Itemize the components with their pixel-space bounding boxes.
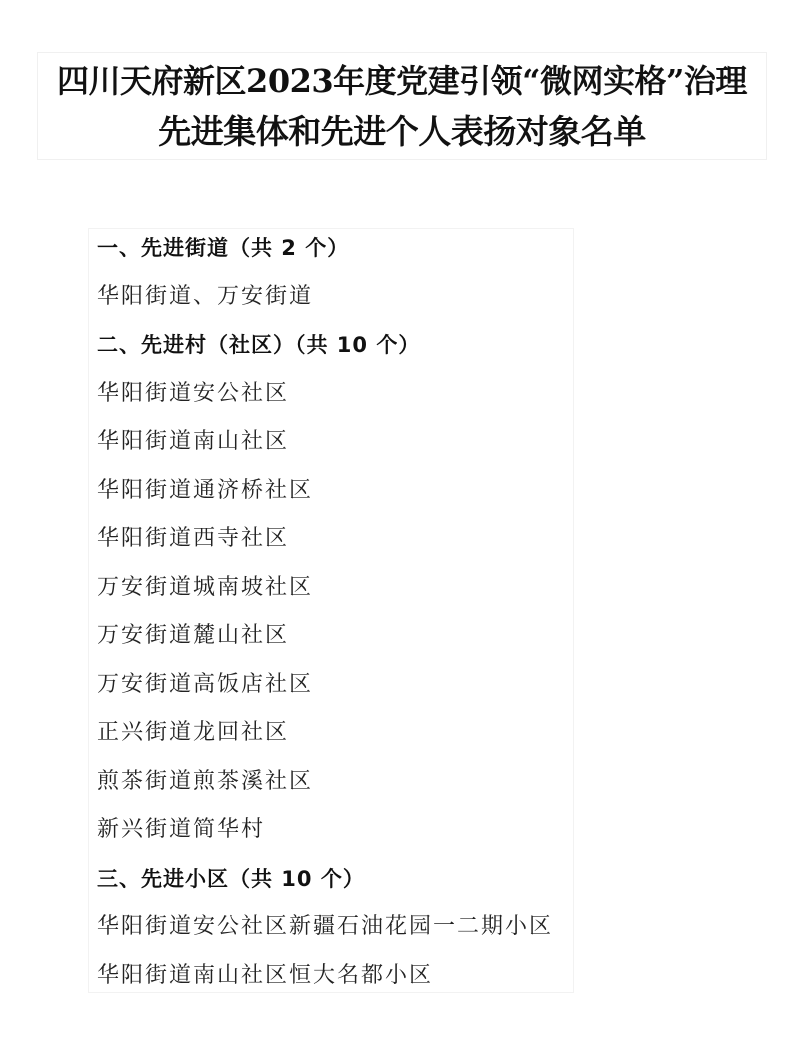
- list-item: 煎茶街道煎茶溪社区: [97, 769, 314, 794]
- list-item: 华阳街道通济桥社区: [97, 478, 314, 503]
- list-item: 万安街道麓山社区: [97, 623, 290, 648]
- list-content: [88, 228, 574, 993]
- list-item: 华阳街道安公社区新疆石油花园一二期小区: [97, 914, 554, 939]
- list-item: 华阳街道南山社区恒大名都小区: [97, 963, 434, 988]
- list-item: 正兴街道龙回社区: [97, 720, 290, 745]
- section-heading-1: 一、先进街道（共 2 个）: [97, 236, 350, 260]
- title-line-1: 四川天府新区2023年度党建引领“微网实格”治理: [57, 62, 747, 100]
- section-heading-3: 三、先进小区（共 10 个）: [97, 867, 365, 891]
- list-item: 华阳街道、万安街道: [97, 284, 314, 309]
- list-item: 华阳街道南山社区: [97, 429, 290, 454]
- list-item: 万安街道高饭店社区: [97, 672, 314, 697]
- document-title: [37, 52, 767, 160]
- list-item: 华阳街道安公社区: [97, 381, 290, 406]
- section-heading-2: 二、先进村（社区）（共 10 个）: [97, 333, 421, 357]
- list-item: 新兴街道简华村: [97, 817, 266, 842]
- title-line-2: 先进集体和先进个人表扬对象名单: [158, 112, 646, 151]
- list-item: 万安街道城南坡社区: [97, 575, 314, 600]
- list-item: 华阳街道西寺社区: [97, 526, 290, 551]
